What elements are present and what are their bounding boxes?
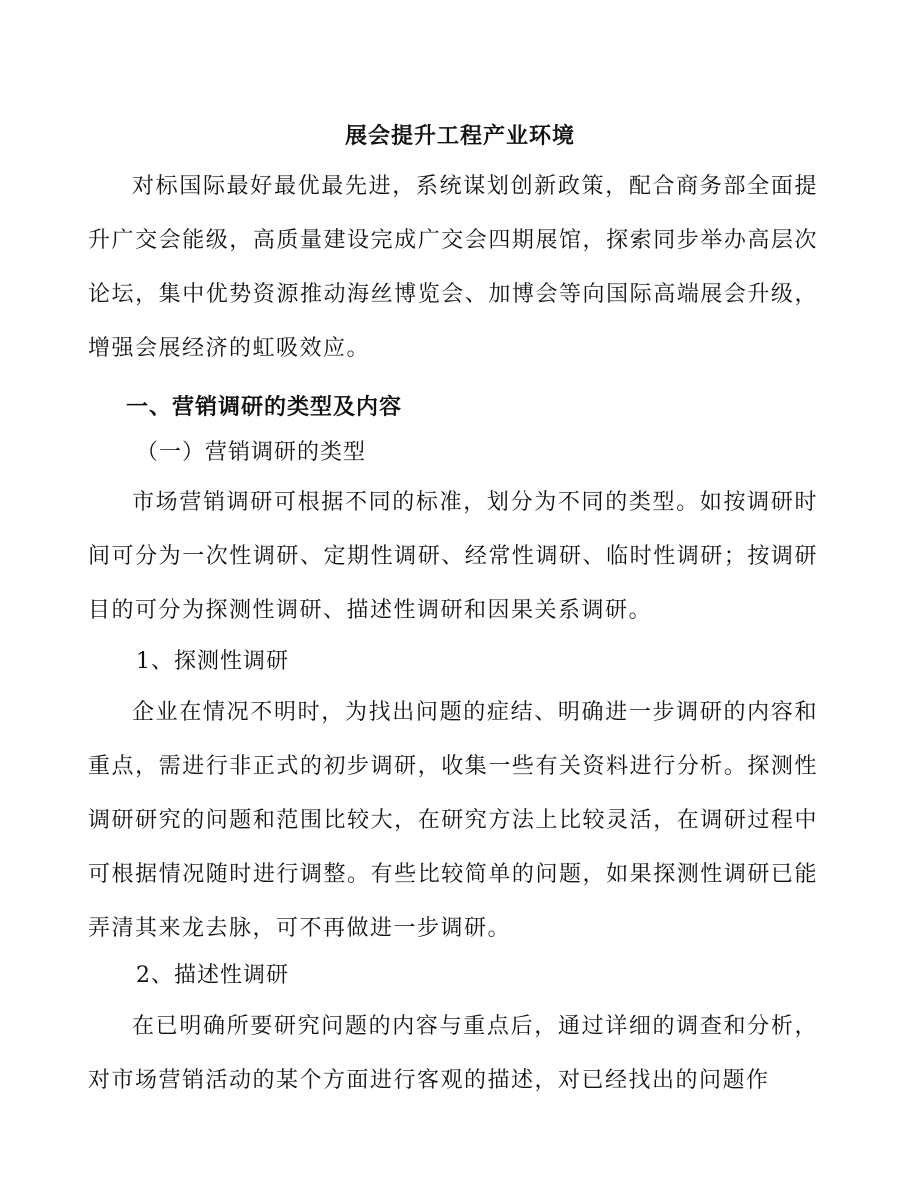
item-heading-descriptive: 2、描述性调研 xyxy=(136,963,289,988)
descriptive-paragraph: 在已明确所要研究问题的内容与重点后，通过详细的调查和分析，对市场营销活动的某个方面进行客观的描述，对已经找出的问题作 xyxy=(88,1014,818,1093)
types-paragraph: 市场营销调研可根据不同的标准，划分为不同的类型。如按调研时间可分为一次性调研、定期性调研、经常性调研、临时性调研；按调研目的可分为探测性调研、描述性调研和因果关系调研。 xyxy=(88,490,818,623)
document-title: 展会提升工程产业环境 xyxy=(344,123,575,149)
section-heading-marketing-research: 一、营销调研的类型及内容 xyxy=(126,394,403,420)
item-heading-exploratory: 1、探测性调研 xyxy=(136,649,289,674)
intro-paragraph: 对标国际最好最优最先进，系统谋划创新政策，配合商务部全面提升广交会能级，高质量建设完成广交会四期展馆，探索同步举办高层次论坛，集中优势资源推动海丝博览会、加博会等向国际高端展会升级，增强会展经济的虹吸效应。 xyxy=(88,174,818,361)
subsection-heading-research-types: （一）营销调研的类型 xyxy=(136,440,367,465)
exploratory-paragraph: 企业在情况不明时，为找出问题的症结、明确进一步调研的内容和重点，需进行非正式的初步调研，收集一些有关资料进行分析。探测性调研研究的问题和范围比较大，在研究方法上比较灵活，在调研过程中可根据情况随时进行调整。有些比较简单的问题，如果探测性调研已能弄清其来龙去脉，可不再做进一步调研。 xyxy=(88,700,818,941)
